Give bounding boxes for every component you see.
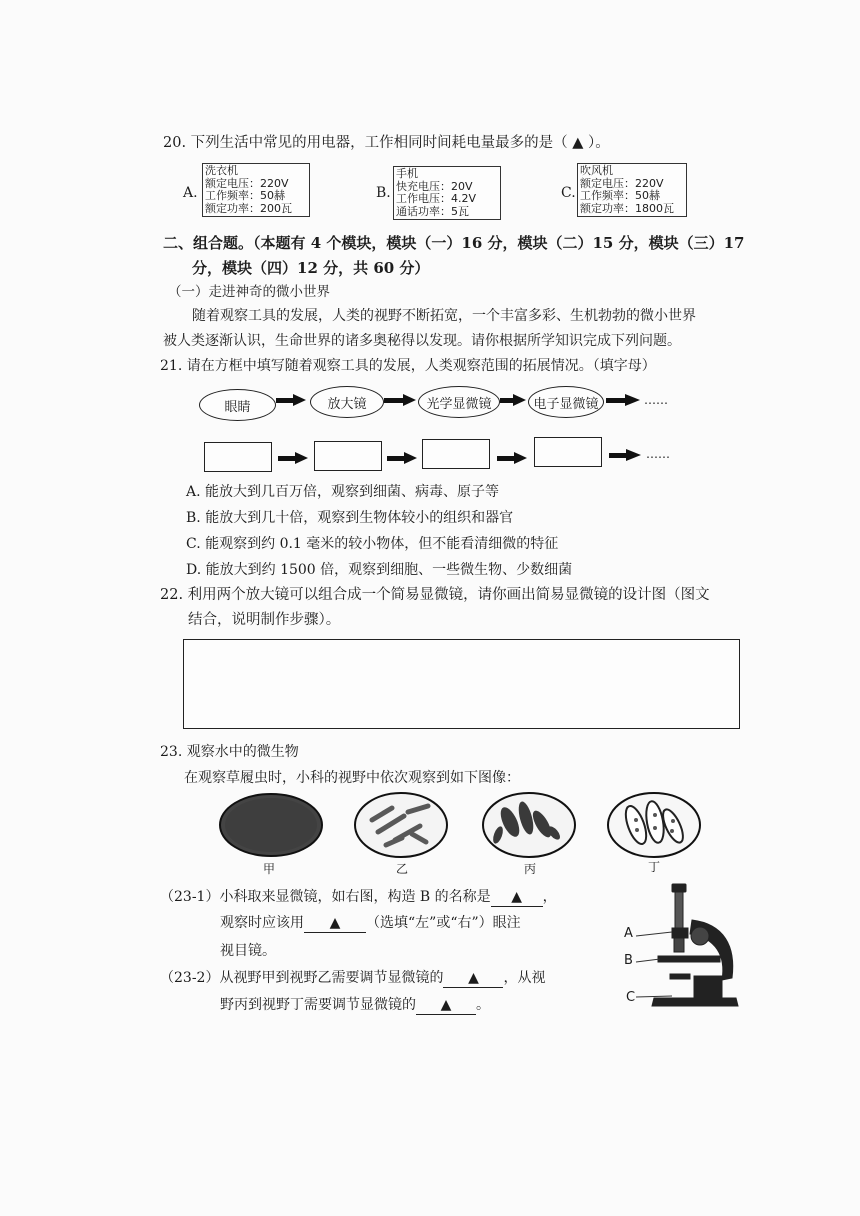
q20-option-c-letter: C. [561,185,576,201]
spec-line: 吹风机 [580,164,613,177]
q23-1-text-c: 观察时应该用 [220,915,304,931]
q23-2-text-a: 从视野甲到视野乙需要调节显微镜的 [219,970,444,986]
q23-1-text-d: （选填“左”或“右”）眼注 [366,915,521,931]
q23-2-line1 [160,968,545,988]
spec-line: 额定电压：220V [205,176,289,190]
view-label-bing: 丙 [524,862,537,876]
q20-option-b-letter: B. [376,185,391,201]
microscope-label-a: A [624,926,633,941]
view-label-yi: 乙 [396,862,409,876]
q22-stem: 22. 利用两个放大镜可以组合成一个简易显微镜，请你画出简易显微镜的设计图（图文 [160,587,710,603]
blank-adjust-2[interactable]: ▲ [416,996,476,1015]
q23-1-text-b: ， [542,889,557,905]
spec-line: 工作电压：4.2V [396,192,477,205]
section-2-title-cont: 分，模块（四）12 分，共 60 分） [192,259,430,277]
view-label-jia: 甲 [263,862,276,876]
spec-line: 额定电压：220V [580,176,664,190]
q21-stem: 21. 请在方框中填写随着观察工具的发展，人类观察范围的拓展情况。（填字母） [160,358,656,374]
view-ding-image [608,793,700,857]
microscope-label-c: C [626,990,636,1005]
microscope-figure [620,880,750,1015]
q23-title: 23. 观察水中的微生物 [160,744,299,760]
blank-eye[interactable]: ▲ [304,914,366,933]
q23-1-line1 [160,887,557,907]
q22-stem-cont: 结合，说明制作步骤）。 [188,612,341,628]
view-bing-image [483,793,575,857]
module-1-intro-cont: 被人类逐渐认识，生命世界的诸多奥秘得以发现。请你根据所学知识完成下列问题。 [163,333,681,349]
tool-eye: 眼睛 [199,389,276,421]
blank-adjust-1[interactable]: ▲ [443,969,503,988]
spec-line: 手机 [396,167,418,180]
view-label-ding: 丁 [648,860,661,874]
tool-magnifier: 放大镜 [310,386,384,418]
spec-line: 快充电压：20V [396,179,473,193]
q20-option-a-letter: A. [183,185,198,201]
section-2-title: 二、组合题。（本题有 4 个模块，模块（一）16 分，模块（二）15 分，模块（三）17 [163,234,745,252]
q23-2-line2 [220,995,490,1015]
q21-option-d: D. 能放大到约 1500 倍，观察到细胞、一些微生物、少数细菌 [186,562,573,578]
spec-line: 通话功率：5瓦 [396,204,469,218]
spec-line: 洗衣机 [205,164,238,177]
q23-1-line3: 视目镜。 [220,943,276,959]
q23-1-text-a: 小科取来显微镜，如右图，构造 B 的名称是 [219,889,491,905]
q21-option-c: C. 能观察到约 0.1 毫米的较小物体，但不能看清细微的特征 [186,536,559,552]
tool-electron-microscope: 电子显微镜 [528,386,604,418]
q23-2-text-d: 。 [476,997,490,1013]
q23-intro: 在观察草履虫时，小科的视野中依次观察到如下图像： [184,770,520,786]
q23-2-label: （23-2） [160,970,220,986]
ellipsis-top: …… [644,393,668,407]
module-1-intro: 随着观察工具的发展，人类的视野不断拓宽，一个丰富多彩、生机勃勃的微小世界 [192,308,696,324]
microscope-label-b: B [624,953,633,968]
view-jia-image [220,794,322,856]
q21-option-a: A. 能放大到几百万倍，观察到细菌、病毒、原子等 [186,484,500,500]
spec-line: 额定功率：200瓦 [205,201,292,215]
q23-1-line2 [220,913,521,933]
spec-line: 额定功率：1800瓦 [580,201,674,215]
ellipsis-bottom: …… [646,447,670,461]
tool-optical-microscope: 光学显微镜 [418,386,500,418]
module-1-title: （一）走进神奇的微小世界 [168,284,330,300]
blank-structure-b[interactable]: ▲ [491,888,543,907]
view-yi-image [355,793,447,857]
q21-option-b: B. 能放大到几十倍，观察到生物体较小的组织和器官 [186,510,514,526]
q20-stem: 20. 下列生活中常见的用电器，工作相同时间耗电量最多的是（ ▲ ）。 [163,135,610,151]
q23-1-label: （23-1） [160,889,220,905]
q23-2-text-c: 野丙到视野丁需要调节显微镜的 [220,997,416,1013]
q23-2-text-b: ，从视 [503,970,546,986]
spec-line: 工作频率：50赫 [580,189,660,202]
spec-line: 工作频率：50赫 [205,189,285,202]
